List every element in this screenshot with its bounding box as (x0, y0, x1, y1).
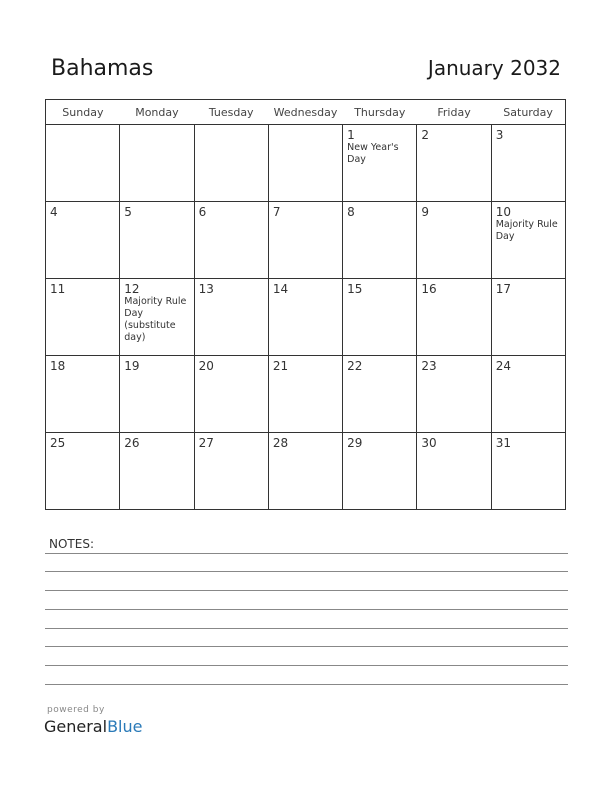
week-row (46, 202, 566, 279)
day-cell (268, 433, 342, 510)
day-cell (46, 125, 120, 202)
day-cell (120, 433, 194, 510)
country-title: Bahamas (51, 56, 154, 81)
day-cell (491, 279, 565, 356)
brand-general: General (44, 717, 108, 736)
day-cell (194, 433, 268, 510)
day-cell (343, 279, 417, 356)
day-cell (417, 279, 491, 356)
day-cell (268, 356, 342, 433)
day-cell (268, 279, 342, 356)
note-line (45, 628, 568, 629)
day-cell (46, 279, 120, 356)
day-number: 16 (421, 282, 437, 296)
weekday-tuesday: Tuesday (194, 100, 268, 125)
day-number: 11 (50, 282, 66, 296)
week-row (46, 125, 566, 202)
week-row (46, 279, 566, 356)
day-number: 13 (198, 282, 214, 296)
day-number: 15 (347, 282, 363, 296)
day-cell (120, 202, 194, 279)
day-cell (194, 356, 268, 433)
weekday-wednesday: Wednesday (268, 100, 342, 125)
day-number: 14 (272, 282, 289, 296)
note-line (45, 646, 568, 647)
holiday-name: Majority Rule Day (495, 219, 558, 242)
day-cell (343, 356, 417, 433)
weekday-thursday: Thursday (343, 100, 417, 125)
day-cell (46, 202, 120, 279)
day-number: 24 (495, 359, 511, 373)
brand-blue: Blue (107, 717, 143, 736)
day-number: 29 (347, 436, 363, 450)
day-number: 7 (272, 205, 281, 219)
month-year-title: January 2032 (427, 56, 561, 80)
day-number: 8 (347, 205, 355, 219)
weekday-monday: Monday (120, 100, 194, 125)
weekday-header-row (46, 100, 566, 125)
weekday-sunday: Sunday (46, 100, 120, 125)
day-number: 10 (495, 205, 511, 219)
day-number: 25 (50, 436, 66, 450)
day-number: 3 (495, 128, 504, 142)
day-cell (343, 433, 417, 510)
day-cell (120, 356, 194, 433)
day-cell (120, 125, 194, 202)
day-cell (343, 202, 417, 279)
day-cell (194, 279, 268, 356)
note-line (45, 571, 568, 572)
day-cell (194, 202, 268, 279)
holiday-name: New Year's Day (347, 142, 399, 165)
note-line (45, 665, 568, 666)
note-line (45, 684, 568, 685)
week-row (46, 356, 566, 433)
weekday-friday: Friday (417, 100, 491, 125)
day-number: 6 (198, 205, 207, 219)
day-number: 12 (124, 282, 140, 296)
day-number: 23 (421, 359, 437, 373)
day-cell (491, 125, 565, 202)
day-cell (268, 125, 342, 202)
holiday-name: Majority Rule Day (substitute day) (124, 296, 187, 343)
day-cell (417, 125, 491, 202)
week-row (46, 433, 566, 510)
day-number: 17 (495, 282, 511, 296)
day-number: 5 (124, 205, 132, 219)
day-number: 2 (421, 128, 430, 142)
day-number: 26 (124, 436, 140, 450)
day-number: 1 (347, 128, 355, 142)
day-cell (343, 125, 417, 202)
day-cell (491, 202, 565, 279)
day-cell (491, 433, 565, 510)
day-cell (46, 433, 120, 510)
day-cell (268, 202, 342, 279)
powered-by-text: powered by (47, 705, 105, 715)
day-cell (417, 356, 491, 433)
day-number: 31 (495, 436, 511, 450)
day-cell (46, 356, 120, 433)
day-number: 18 (50, 359, 66, 373)
note-line (45, 553, 568, 554)
day-cell (120, 279, 194, 356)
note-line (45, 609, 568, 610)
day-number: 30 (421, 436, 437, 450)
day-number: 4 (50, 205, 58, 219)
day-cell (417, 433, 491, 510)
day-number: 27 (198, 436, 214, 450)
day-number: 19 (124, 359, 140, 373)
day-cell (491, 356, 565, 433)
day-number: 20 (198, 359, 214, 373)
note-line (45, 590, 568, 591)
day-cell (194, 125, 268, 202)
calendar-grid (45, 99, 566, 510)
day-number: 21 (272, 359, 289, 373)
day-cell (417, 202, 491, 279)
generalblue-logo (44, 717, 142, 736)
day-number: 9 (421, 205, 430, 219)
day-number: 28 (272, 436, 289, 450)
weekday-saturday: Saturday (491, 100, 565, 125)
day-number: 22 (347, 359, 363, 373)
notes-label: NOTES: (49, 537, 94, 551)
